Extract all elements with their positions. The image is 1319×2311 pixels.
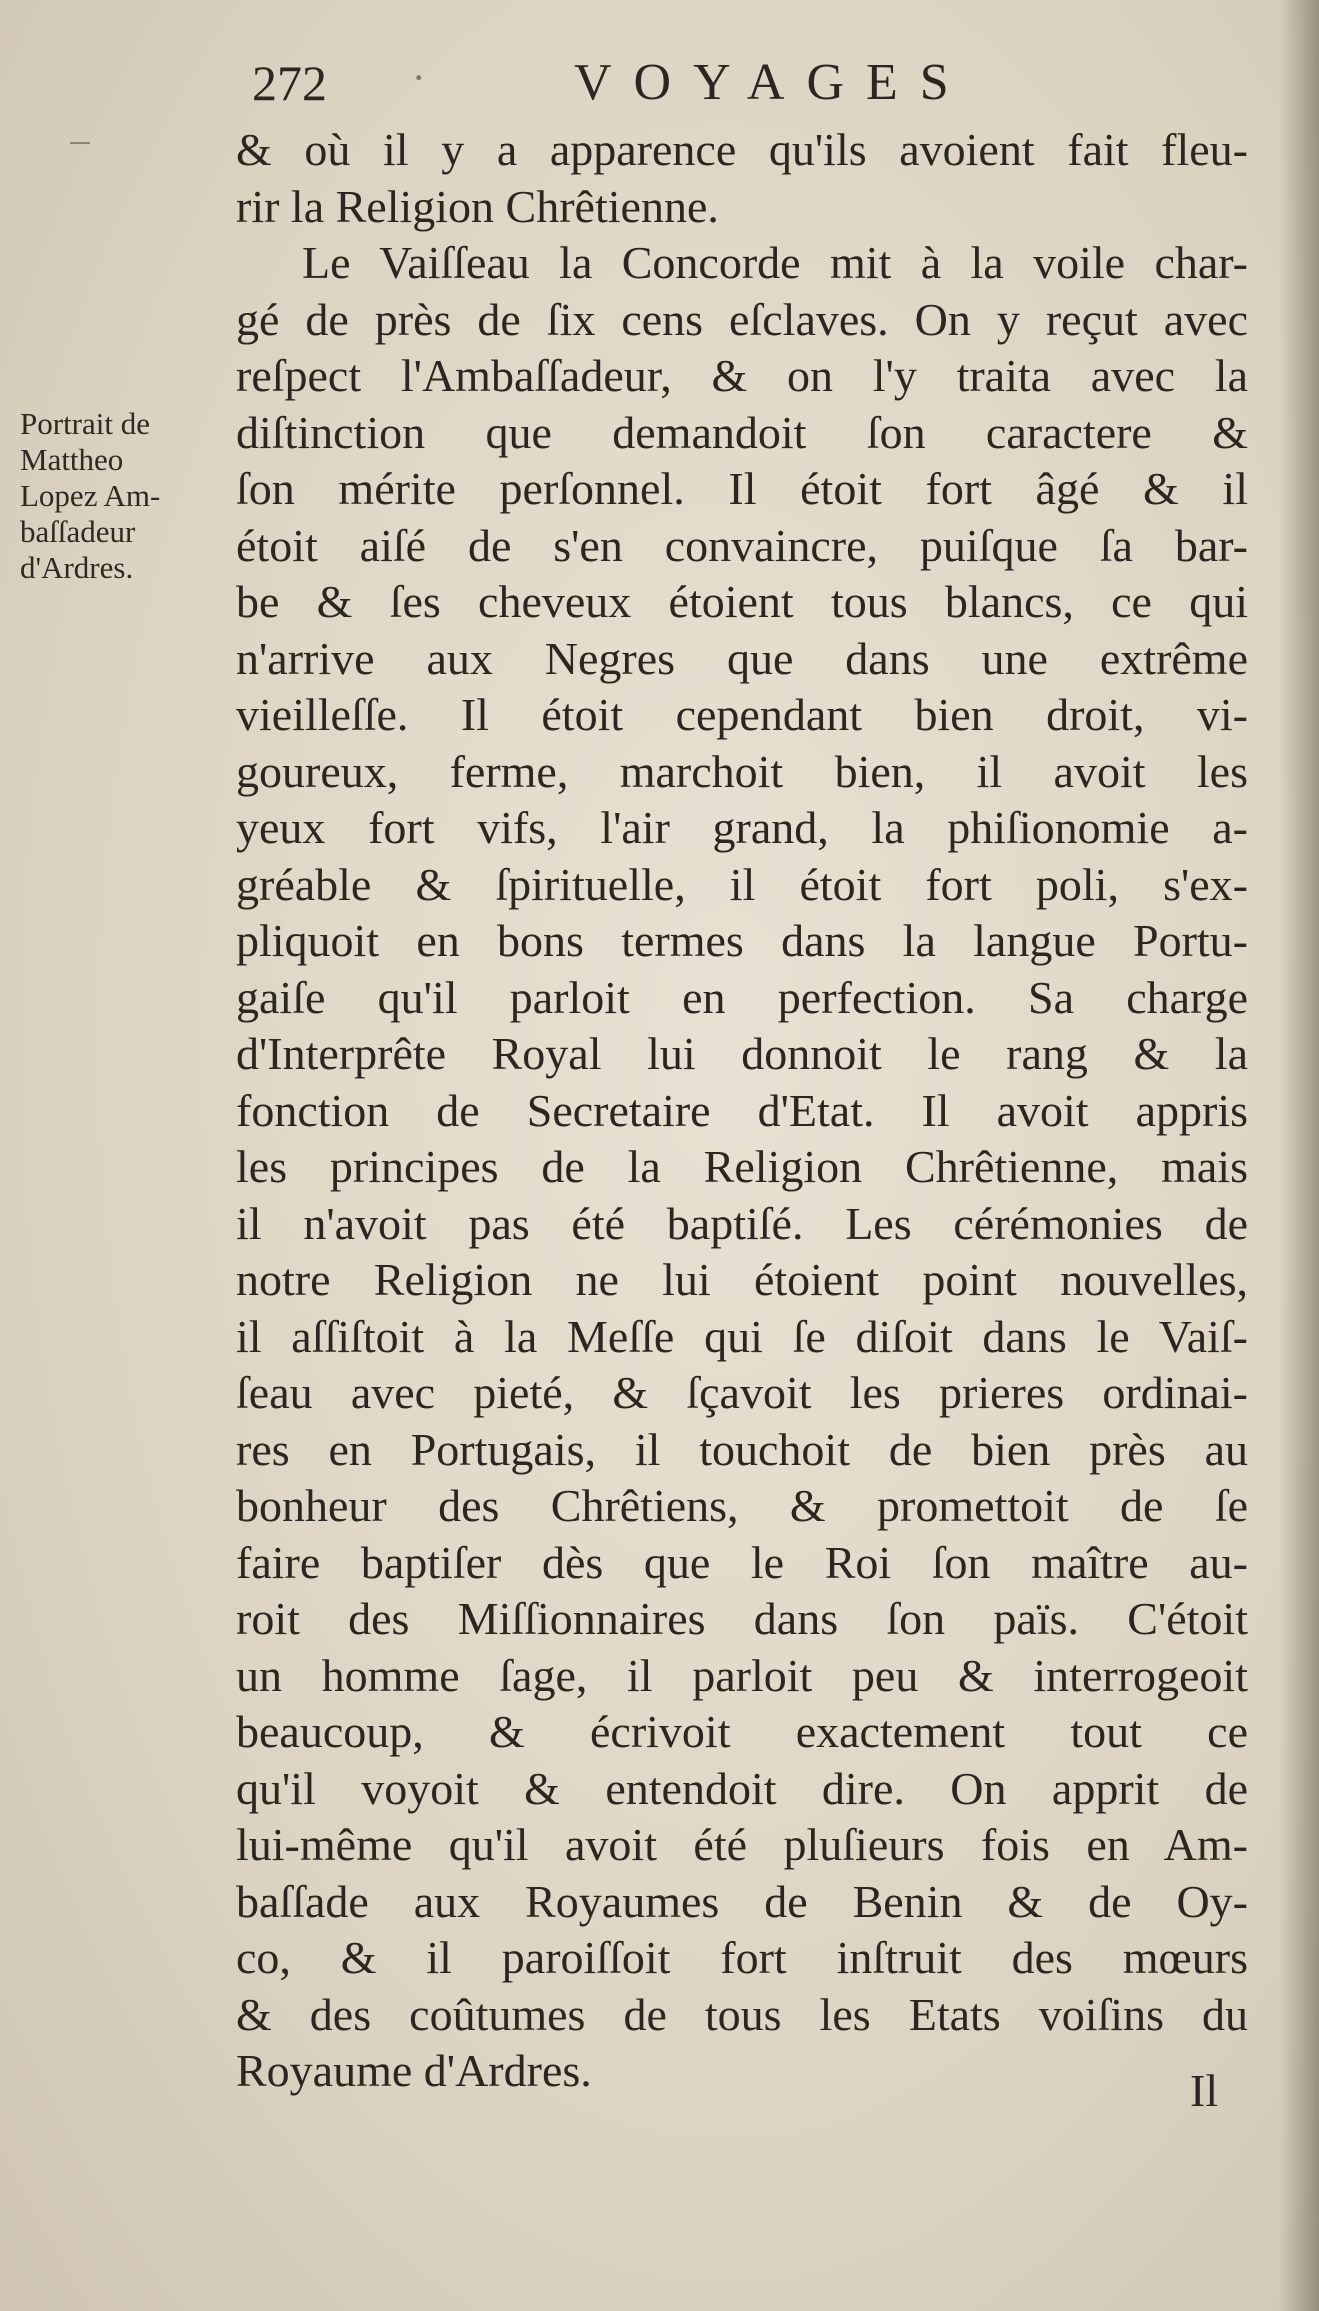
catchword: Il <box>1190 2065 1219 2116</box>
text-line: bonheur des Chrêtiens, & promettoit de ſe <box>236 1480 1248 1531</box>
text-line: be & ſes cheveux étoient tous blancs, ce qui <box>236 576 1248 627</box>
text-line: un homme ſage, il parloit peu & interrogeoit <box>236 1649 1248 1701</box>
text-line: roit des Miſſionnaires dans ſon païs. C'étoit <box>236 1593 1248 1644</box>
header-separator: · <box>412 55 426 100</box>
text-line: ſon mérite perſonnel. Il étoit fort âgé & il <box>236 463 1248 514</box>
text-line: & des coûtumes de tous les Etats voiſins du <box>236 1988 1248 2040</box>
text-line: Le Vaiſſeau la Concorde mit à la voile char- <box>302 237 1248 288</box>
body-text <box>236 122 1248 2100</box>
text-line: pliquoit en bons termes dans la langue Portu- <box>236 915 1248 966</box>
margin-dash <box>70 142 90 144</box>
text-line: beaucoup, & écrivoit exactement tout ce <box>236 1706 1248 1757</box>
margin-note-line: baſſadeur <box>20 514 136 549</box>
text-line: reſpect l'Ambaſſadeur, & on l'y traita avec la <box>236 350 1248 401</box>
text-line: étoit aiſé de s'en convaincre, puiſque ſa bar- <box>236 519 1248 571</box>
page-number: 272 <box>252 55 327 111</box>
text-line: il aſſiſtoit à la Meſſe qui ſe diſoit dans le Vaiſ- <box>236 1310 1248 1362</box>
text-line: ſeau avec pieté, & ſçavoit les prieres ordinai- <box>236 1367 1248 1418</box>
margin-note-line: Portrait de <box>20 406 150 441</box>
margin-note-line: d'Ardres. <box>20 550 134 585</box>
text-line: rir la Religion Chrêtienne. <box>236 180 719 232</box>
text-line: & où il y a apparence qu'ils avoient fait fleu- <box>236 124 1248 175</box>
margin-note-line: Mattheo <box>20 442 124 477</box>
text-line: d'Interprête Royal lui donnoit le rang & la <box>236 1028 1248 1079</box>
text-line: les principes de la Religion Chrêtienne, mais <box>236 1141 1248 1192</box>
page-header <box>252 48 1012 118</box>
text-line: diſtinction que demandoit ſon caractere & <box>236 406 1248 458</box>
text-line: il n'avoit pas été baptiſé. Les cérémonies de <box>236 1197 1248 1249</box>
text-line: n'arrive aux Negres que dans une extrême <box>236 632 1248 684</box>
text-line: faire baptiſer dès que le Roi ſon maître au- <box>236 1536 1248 1588</box>
margin-note <box>20 406 252 586</box>
text-line: lui-même qu'il avoit été pluſieurs fois en Am- <box>236 1819 1248 1870</box>
text-line: gé de près de ſix cens eſclaves. On y reçut avec <box>236 293 1248 345</box>
text-line: Royaume d'Ardres. <box>236 2045 592 2096</box>
text-line: qu'il voyoit & entendoit dire. On apprit de <box>236 1762 1248 1814</box>
text-line: gréable & ſpirituelle, il étoit fort poli, s'ex- <box>236 858 1248 910</box>
text-line: vieilleſſe. Il étoit cependant bien droit, vi- <box>236 689 1248 740</box>
margin-note-line: Lopez Am- <box>20 478 161 513</box>
text-line: co, & il paroiſſoit fort inſtruit des mœurs <box>236 1932 1248 1983</box>
page-edge-shadow <box>1279 0 1319 2311</box>
text-line: fonction de Secretaire d'Etat. Il avoit appris <box>236 1084 1248 1136</box>
text-line: res en Portugais, il touchoit de bien près au <box>236 1423 1248 1475</box>
text-line: baſſade aux Royaumes de Benin & de Oy- <box>236 1875 1248 1927</box>
text-line: yeux fort vifs, l'air grand, la phiſionomie a- <box>236 802 1248 853</box>
running-title: VOYAGES <box>574 54 971 111</box>
text-line: notre Religion ne lui étoient point nouvelles, <box>236 1254 1248 1305</box>
text-line: gaiſe qu'il parloit en perfection. Sa charge <box>236 971 1248 1023</box>
text-line: goureux, ferme, marchoit bien, il avoit les <box>236 745 1248 797</box>
